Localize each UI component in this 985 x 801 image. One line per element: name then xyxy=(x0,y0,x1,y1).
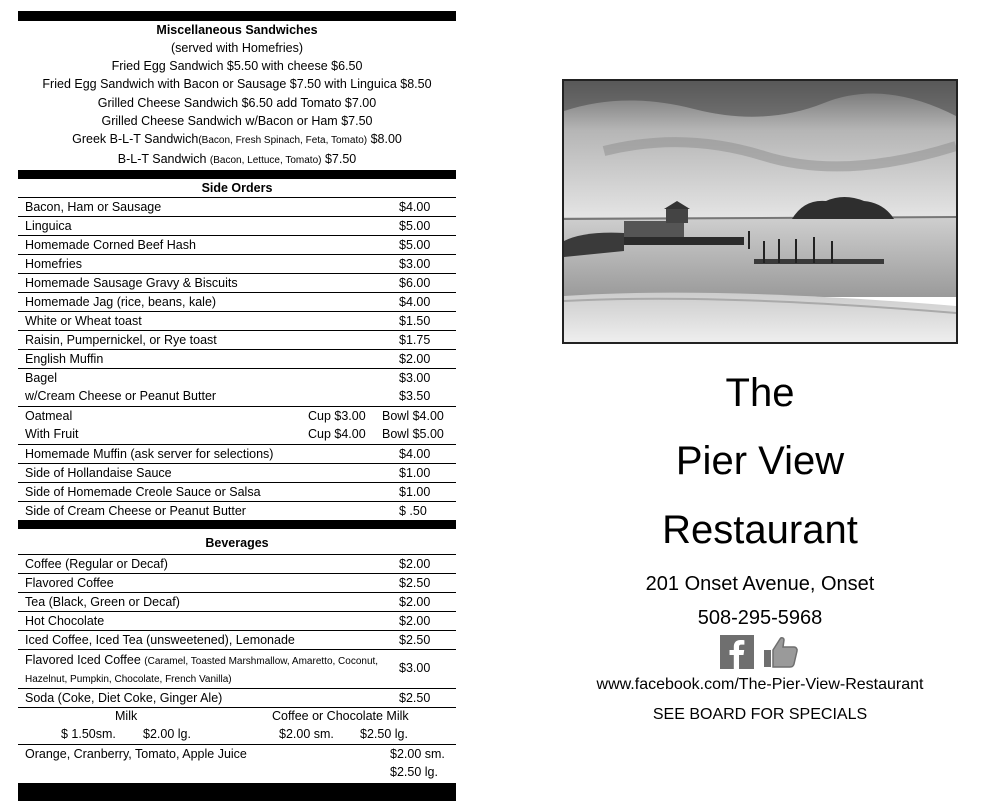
item-price: $5.00 xyxy=(399,238,431,253)
restaurant-address: 201 Onset Avenue, Onset xyxy=(645,573,875,595)
sandwich-ingredients: (Bacon, Lettuce, Tomato) xyxy=(209,155,322,167)
milk-label: Milk xyxy=(115,709,138,724)
item-name: Tea (Black, Green or Decaf) xyxy=(25,595,180,610)
item-name: Bacon, Ham or Sausage xyxy=(25,200,162,215)
item-name: Bagel xyxy=(25,371,57,386)
item-price: $1.00 xyxy=(399,466,431,481)
sandwich-name: Greek B-L-T Sandwich xyxy=(72,132,199,147)
choc-milk-large-price: $2.50 lg. xyxy=(360,727,408,742)
beverages-section xyxy=(18,529,456,783)
item-name: Hot Chocolate xyxy=(25,614,105,629)
item-price: $2.50 xyxy=(399,576,431,591)
pier-photo xyxy=(562,79,958,344)
item-name: Side of Cream Cheese or Peanut Butter xyxy=(25,504,246,519)
beverages-title: Beverages xyxy=(18,529,456,555)
item-price: $1.00 xyxy=(399,485,431,500)
sandwiches-subtitle: (served with Homefries) xyxy=(171,41,303,55)
sandwich-name: B-L-T Sandwich xyxy=(117,152,210,167)
item-price: $3.50 xyxy=(399,389,431,404)
facebook-url[interactable]: www.facebook.com/The-Pier-View-Restaurant xyxy=(596,676,924,693)
bowl-price: Bowl $4.00 xyxy=(382,409,444,424)
item-name: Homefries xyxy=(25,257,82,272)
item-name: Orange, Cranberry, Tomato, Apple Juice xyxy=(25,747,247,762)
item-price: $2.50 xyxy=(399,633,431,648)
item-name: Homemade Jag (rice, beans, kale) xyxy=(25,295,217,310)
specials-note: SEE BOARD FOR SPECIALS xyxy=(652,706,868,723)
restaurant-title-line1: The xyxy=(725,371,795,415)
item-price: $3.00 xyxy=(399,661,431,676)
cup-price: Cup $3.00 xyxy=(308,409,366,424)
sandwich-line: Fried Egg Sandwich $5.50 with cheese $6.50 xyxy=(111,59,363,74)
item-name: Side of Hollandaise Sauce xyxy=(25,466,172,481)
item-price: $2.00 xyxy=(399,595,431,610)
item-price: $3.00 xyxy=(399,371,431,386)
cup-price: Cup $4.00 xyxy=(308,427,366,442)
bowl-price: Bowl $5.00 xyxy=(382,427,444,442)
item-name: Homemade Corned Beef Hash xyxy=(25,238,196,253)
item-price: $ .50 xyxy=(399,504,427,519)
item-price: $2.00 xyxy=(399,557,431,572)
item-price: $2.00 xyxy=(399,614,431,629)
item-name: White or Wheat toast xyxy=(25,314,142,329)
item-name: Oatmeal xyxy=(25,409,73,424)
sandwich-price: $8.00 xyxy=(367,132,402,147)
item-price: $4.00 xyxy=(399,200,431,215)
item-name: With Fruit xyxy=(25,427,79,442)
divider-bar xyxy=(18,170,456,179)
thumbs-up-icon[interactable] xyxy=(763,635,799,669)
item-price: $1.50 xyxy=(399,314,431,329)
divider-bar xyxy=(18,11,456,21)
divider-bar xyxy=(18,520,456,529)
item-price: $4.00 xyxy=(399,447,431,462)
sandwich-line: Fried Egg Sandwich with Bacon or Sausage $7.50 with Linguica $8.50 xyxy=(42,77,432,92)
item-name: Homemade Muffin (ask server for selections) xyxy=(25,447,274,462)
restaurant-phone: 508-295-5968 xyxy=(697,607,823,629)
item-name: Flavored Coffee xyxy=(25,576,114,591)
item-price: $2.50 xyxy=(399,691,431,706)
item-price: $5.00 xyxy=(399,219,431,234)
facebook-icon[interactable] xyxy=(720,635,754,669)
item-price: $1.75 xyxy=(399,333,431,348)
sandwich-line xyxy=(18,130,456,150)
choc-milk-small-price: $2.00 sm. xyxy=(279,727,334,742)
side-orders-section xyxy=(18,179,456,520)
item-price: $2.00 xyxy=(399,352,431,367)
divider-bar xyxy=(18,783,456,801)
item-name: Side of Homemade Creole Sauce or Salsa xyxy=(25,485,261,500)
item-name: Iced Coffee, Iced Tea (unsweetened), Lemonade xyxy=(25,633,295,648)
item-flavors: (Caramel, Toasted Marshmallow, Amaretto, Coconut, Hazelnut, Pumpkin, Chocolate, French Vanilla) xyxy=(25,656,379,686)
juice-large-price: $2.50 lg. xyxy=(390,765,438,780)
milk-small-price: $ 1.50sm. xyxy=(61,727,116,742)
juice-row xyxy=(18,745,456,783)
side-orders-title: Side Orders xyxy=(18,179,456,198)
item-price: $4.00 xyxy=(399,295,431,310)
item-name xyxy=(25,652,385,688)
juice-small-price: $2.00 sm. xyxy=(390,747,445,762)
sandwich-price: $7.50 xyxy=(321,152,357,167)
item-name: English Muffin xyxy=(25,352,104,367)
item-name: w/Cream Cheese or Peanut Butter xyxy=(25,389,217,404)
sandwich-line: Grilled Cheese Sandwich $6.50 add Tomato $7.00 xyxy=(97,95,377,110)
item-title: Flavored Iced Coffee xyxy=(25,653,145,668)
milk-large-price: $2.00 lg. xyxy=(143,727,191,742)
item-name: Coffee (Regular or Decaf) xyxy=(25,557,168,572)
item-price: $3.00 xyxy=(399,257,431,272)
oatmeal-row xyxy=(18,407,456,445)
item-price: $6.00 xyxy=(399,276,431,291)
sandwich-line xyxy=(18,150,456,170)
sandwich-ingredients: (Bacon, Fresh Spinach, Feta, Tomato) xyxy=(198,135,368,147)
menu-column xyxy=(18,11,456,801)
sandwiches-title: Miscellaneous Sandwiches xyxy=(156,23,318,37)
milk-row xyxy=(18,708,456,745)
restaurant-title-line2: Pier View xyxy=(675,439,845,483)
item-name: Homemade Sausage Gravy & Biscuits xyxy=(25,276,238,291)
item-name: Soda (Coke, Diet Coke, Ginger Ale) xyxy=(25,691,223,706)
sandwiches-section xyxy=(18,21,456,170)
bagel-row xyxy=(18,369,456,407)
sandwich-line: Grilled Cheese Sandwich w/Bacon or Ham $7.50 xyxy=(101,113,373,128)
choc-milk-label: Coffee or Chocolate Milk xyxy=(272,709,409,724)
item-name: Linguica xyxy=(25,219,72,234)
flavored-iced-coffee-row xyxy=(18,650,456,689)
item-name: Raisin, Pumpernickel, or Rye toast xyxy=(25,333,217,348)
restaurant-title-line3: Restaurant xyxy=(662,508,858,552)
